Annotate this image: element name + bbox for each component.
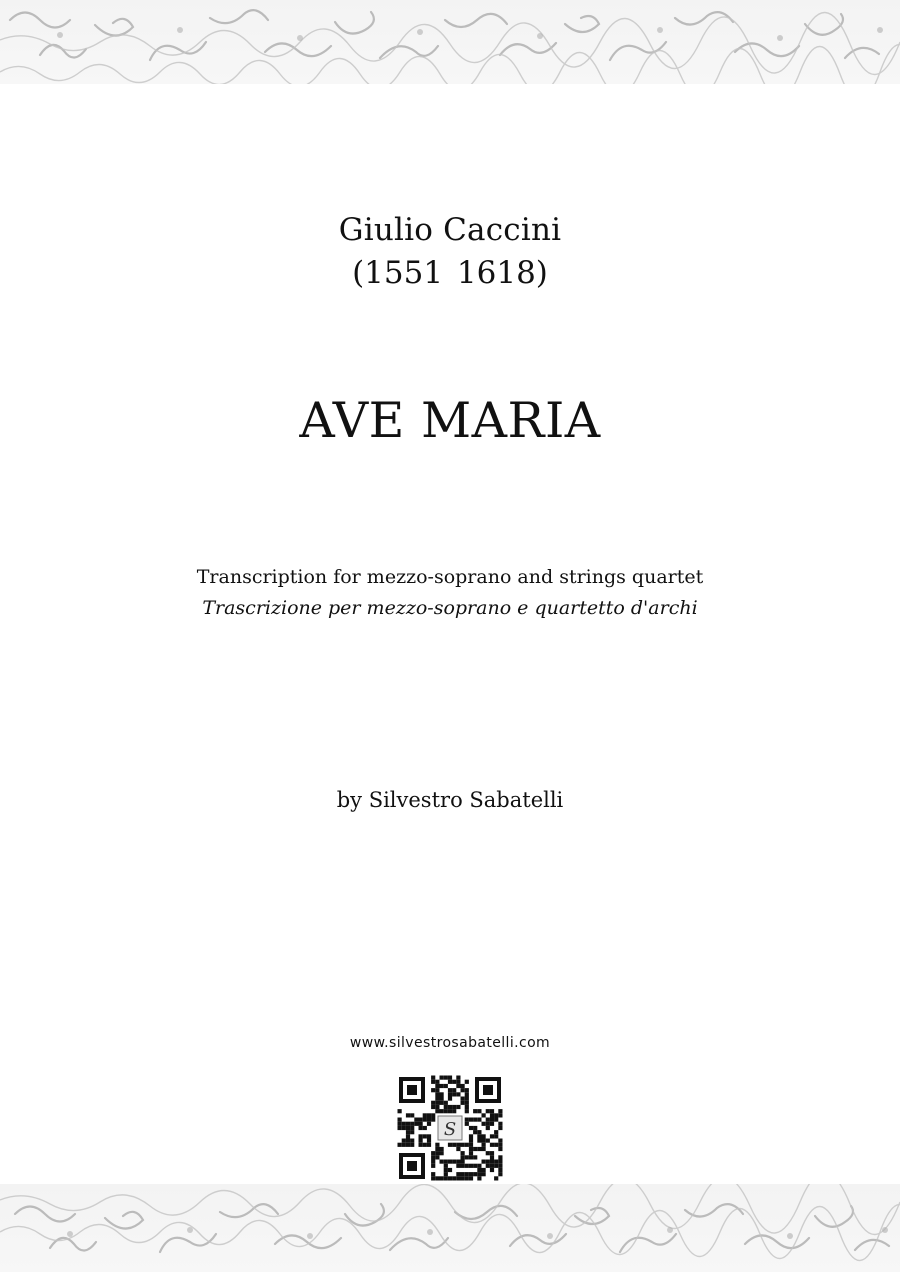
qr-module [444,1160,448,1164]
qr-module [494,1113,498,1117]
qr-module [406,1126,410,1130]
qr-module [452,1088,456,1092]
qr-module [482,1139,486,1143]
qr-module [423,1143,427,1147]
qr-module [435,1105,439,1109]
qr-module [406,1143,410,1147]
qr-module [469,1172,473,1176]
qr-module [448,1109,452,1113]
piece-title: AVE MARIA [299,392,601,449]
qr-module [402,1139,406,1143]
qr-module [486,1118,490,1122]
qr-module [431,1151,435,1155]
qr-module [427,1143,431,1147]
qr-module [410,1139,414,1143]
qr-module [469,1139,473,1143]
qr-module [498,1143,502,1147]
qr-module [486,1126,490,1130]
bottom-swirl-pattern [0,1184,900,1272]
qr-module [427,1134,431,1138]
qr-module [461,1155,465,1159]
qr-module [490,1118,494,1122]
qr-module [456,1143,460,1147]
qr-module [465,1109,469,1113]
qr-module [494,1143,498,1147]
qr-module [456,1176,460,1180]
qr-module [435,1084,439,1088]
qr-module [406,1139,410,1143]
top-ornamental-border [0,0,900,84]
qr-module [427,1139,431,1143]
qr-module [477,1139,481,1143]
qr-module [410,1113,414,1117]
qr-module [414,1122,418,1126]
qr-module [402,1122,406,1126]
qr-module [448,1092,452,1096]
qr-module [456,1084,460,1088]
qr-module [465,1088,469,1092]
qr-module [431,1160,435,1164]
qr-code-icon [397,1075,503,1181]
qr-module [435,1088,439,1092]
qr-module [490,1143,494,1147]
qr-module [435,1101,439,1105]
qr-module [477,1147,481,1151]
qr-module [477,1168,481,1172]
qr-module [461,1151,465,1155]
top-swirl-pattern [0,0,900,84]
qr-module [469,1143,473,1147]
qr-module [440,1176,444,1180]
qr-module [456,1172,460,1176]
qr-module [423,1126,427,1130]
qr-module [448,1080,452,1084]
qr-module [435,1143,439,1147]
qr-module [482,1172,486,1176]
qr-module [465,1176,469,1180]
qr-module [431,1164,435,1168]
qr-module [498,1109,502,1113]
qr-module [498,1172,502,1176]
qr-module [419,1126,423,1130]
qr-module [473,1126,477,1130]
qr-module [410,1130,414,1134]
qr-module [465,1097,469,1101]
qr-module [444,1084,448,1088]
qr-module [490,1151,494,1155]
qr-module [448,1160,452,1164]
qr-module [435,1080,439,1084]
qr-module [469,1134,473,1138]
qr-module [456,1076,460,1080]
qr-module [452,1109,456,1113]
qr-module [486,1109,490,1113]
qr-module [461,1172,465,1176]
subtitle-english: Transcription for mezzo-soprano and strings quartet [196,566,704,588]
qr-module [456,1105,460,1109]
qr-module [456,1147,460,1151]
qr-module [398,1118,402,1122]
qr-module [477,1172,481,1176]
qr-module [482,1143,486,1147]
qr-module [398,1143,402,1147]
qr-module [486,1160,490,1164]
qr-module [473,1130,477,1134]
qr-module [490,1134,494,1138]
qr-module [498,1126,502,1130]
qr-code-graphic [397,1075,503,1181]
qr-module [452,1080,456,1084]
qr-module [490,1113,494,1117]
qr-module [461,1101,465,1105]
qr-module [402,1126,406,1130]
subtitle-italian: Trascrizione per mezzo-soprano e quartetto d'archi [202,597,698,619]
qr-module [482,1134,486,1138]
qr-module [427,1122,431,1126]
qr-module [494,1164,498,1168]
qr-module [498,1147,502,1151]
qr-module [444,1164,448,1168]
qr-module [456,1080,460,1084]
qr-module [431,1113,435,1117]
qr-module [440,1097,444,1101]
qr-module [431,1118,435,1122]
qr-module [419,1143,423,1147]
qr-module [461,1160,465,1164]
qr-module [494,1176,498,1180]
qr-module [465,1164,469,1168]
qr-module [414,1118,418,1122]
qr-module [419,1134,423,1138]
qr-module [482,1147,486,1151]
qr-module [406,1122,410,1126]
qr-module [419,1139,423,1143]
qr-module [477,1176,481,1180]
qr-module [473,1164,477,1168]
qr-module [410,1143,414,1147]
qr-module [477,1164,481,1168]
qr-module [465,1101,469,1105]
qr-module [486,1139,490,1143]
qr-module [431,1076,435,1080]
qr-module [465,1155,469,1159]
qr-module [461,1084,465,1088]
qr-module [477,1109,481,1113]
qr-module [469,1176,473,1180]
qr-module [431,1101,435,1105]
qr-module [406,1130,410,1134]
qr-module [494,1134,498,1138]
qr-module [465,1143,469,1147]
qr-module [435,1155,439,1159]
qr-module [469,1126,473,1130]
qr-module [402,1143,406,1147]
qr-module [461,1143,465,1147]
qr-module [427,1113,431,1117]
qr-module [406,1113,410,1117]
qr-module [452,1160,456,1164]
qr-module [435,1151,439,1155]
qr-module [452,1176,456,1180]
qr-module [469,1147,473,1151]
website-url: www.silvestrosabatelli.com [349,1035,551,1051]
arranger-credit: by Silvestro Sabatelli [336,788,564,812]
qr-module [461,1164,465,1168]
qr-module [448,1088,452,1092]
qr-module [398,1109,402,1113]
qr-module [498,1113,502,1117]
qr-module [461,1176,465,1180]
qr-module [452,1143,456,1147]
qr-module [490,1164,494,1168]
qr-module [448,1176,452,1180]
qr-module [431,1105,435,1109]
qr-module [498,1139,502,1143]
qr-module [486,1151,490,1155]
qr-module [465,1118,469,1122]
qr-module [440,1076,444,1080]
qr-module [444,1076,448,1080]
qr-module [435,1176,439,1180]
qr-module [431,1176,435,1180]
qr-module [456,1092,460,1096]
qr-module [494,1118,498,1122]
qr-module [465,1080,469,1084]
qr-module [452,1105,456,1109]
qr-module [456,1160,460,1164]
qr-module [461,1097,465,1101]
qr-module [419,1122,423,1126]
qr-module [440,1084,444,1088]
qr-module [440,1092,444,1096]
qr-module [444,1105,448,1109]
qr-module [469,1164,473,1168]
qr-module [398,1122,402,1126]
qr-module [444,1101,448,1105]
qr-module [461,1088,465,1092]
qr-module [490,1155,494,1159]
qr-module [444,1172,448,1176]
qr-module [465,1092,469,1096]
qr-module [490,1122,494,1126]
qr-module [448,1143,452,1147]
qr-module [435,1097,439,1101]
qr-module [477,1134,481,1138]
qr-module [410,1122,414,1126]
qr-module [431,1080,435,1084]
qr-module [448,1168,452,1172]
qr-module [398,1126,402,1130]
qr-module [410,1126,414,1130]
qr-module [498,1160,502,1164]
qr-module [431,1155,435,1159]
qr-module [431,1088,435,1092]
qr-module [440,1101,444,1105]
qr-module [477,1118,481,1122]
qr-module [431,1172,435,1176]
qr-module [482,1113,486,1117]
qr-module [465,1172,469,1176]
qr-module [477,1130,481,1134]
qr-module [444,1176,448,1180]
qr-module [469,1151,473,1155]
qr-module [440,1109,444,1113]
qr-module [498,1168,502,1172]
qr-module [490,1160,494,1164]
qr-module [456,1164,460,1168]
qr-module [440,1147,444,1151]
qr-module [482,1160,486,1164]
qr-module [494,1130,498,1134]
qr-module [482,1122,486,1126]
qr-module [406,1134,410,1138]
qr-module [435,1092,439,1096]
qr-module [452,1092,456,1096]
bottom-ornamental-border [0,1184,900,1272]
qr-center-letter: S [443,1119,457,1140]
qr-module [435,1109,439,1113]
qr-module [435,1147,439,1151]
qr-module [473,1109,477,1113]
qr-module [423,1134,427,1138]
qr-module [448,1076,452,1080]
qr-module [473,1147,477,1151]
qr-module [469,1155,473,1159]
qr-module [490,1109,494,1113]
qr-module [419,1118,423,1122]
qr-module [494,1160,498,1164]
composer-dates: (1551 1618) [352,255,548,291]
qr-module [448,1097,452,1101]
qr-module [444,1109,448,1113]
qr-module [473,1118,477,1122]
qr-module [448,1105,452,1109]
composer-name: Giulio Caccini [338,212,562,248]
qr-module [440,1151,444,1155]
qr-module [465,1122,469,1126]
qr-module [465,1105,469,1109]
qr-module [473,1172,477,1176]
qr-module [490,1168,494,1172]
qr-module [498,1155,502,1159]
qr-module [440,1160,444,1164]
qr-module [498,1122,502,1126]
qr-module [482,1168,486,1172]
qr-module [498,1164,502,1168]
qr-module [423,1118,427,1122]
qr-module [469,1118,473,1122]
qr-module [444,1168,448,1172]
qr-module [486,1164,490,1168]
qr-module [423,1113,427,1117]
qr-module [427,1118,431,1122]
qr-module [473,1155,477,1159]
qr-module [486,1122,490,1126]
